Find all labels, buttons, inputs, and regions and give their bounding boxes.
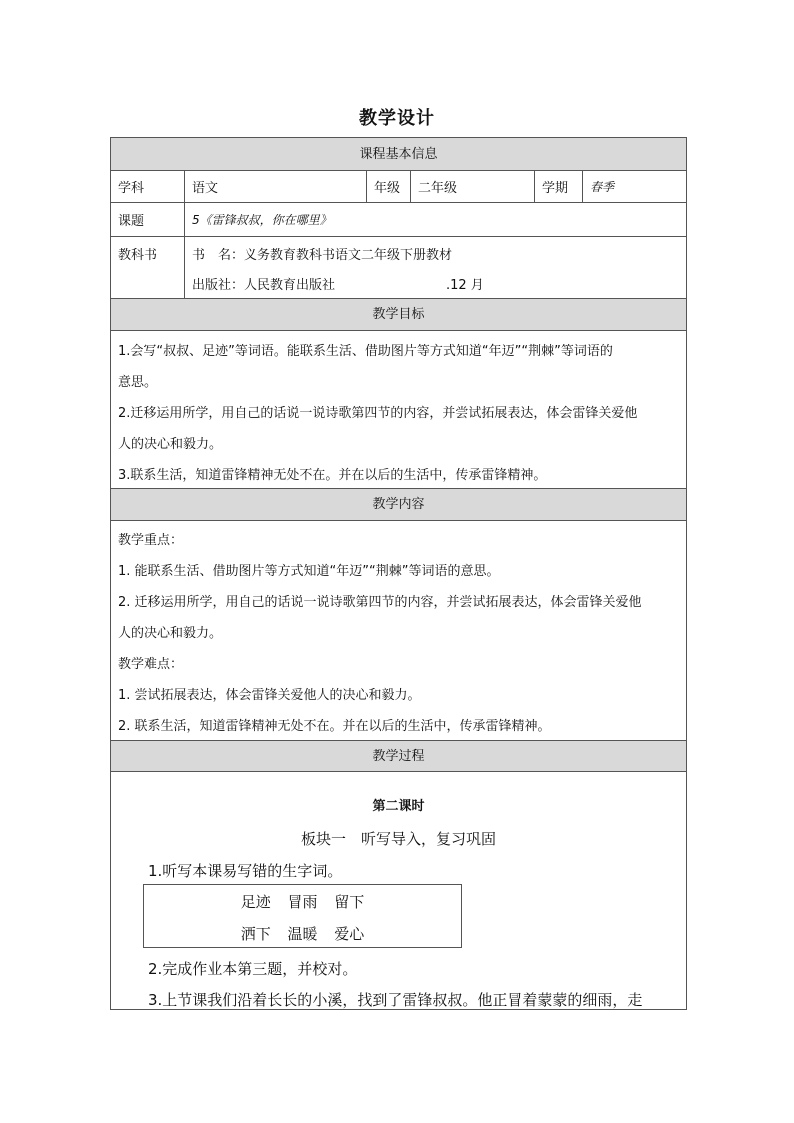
objectives-body: [111, 331, 686, 489]
vocab-row-2: 洒下 温暖 爱心: [240, 925, 365, 943]
term-value: 春季: [590, 180, 615, 194]
process-item-1: 1.听写本课易写错的生字词。: [148, 862, 343, 880]
content-line: 教学重点：: [118, 533, 184, 548]
grade-label: 年级: [367, 171, 411, 202]
document-title: 教学设计: [359, 108, 435, 129]
basic-info-header: 课程基本信息: [111, 138, 686, 171]
textbook-date: .12 月: [446, 278, 484, 293]
objective-line: 人的决心和毅力。: [118, 437, 223, 452]
process-header: 教学过程: [111, 741, 686, 772]
vocab-row-1: 足迹 冒雨 留下: [240, 893, 365, 911]
objective-line: 2.迁移运用所学，用自己的话说一说诗歌第四节的内容，并尝试拓展表达，体会雷锋关爱他: [118, 406, 638, 421]
subject-value: 语文: [185, 171, 367, 202]
content-header: 教学内容: [111, 489, 686, 521]
lesson-label: 课题: [111, 203, 185, 236]
subject-label: 学科: [111, 171, 185, 202]
lesson-row: [111, 203, 686, 237]
process-item-2: 2.完成作业本第三题，并校对。: [148, 960, 358, 978]
content-body: [111, 521, 686, 741]
textbook-row: [111, 237, 686, 299]
term-label: 学期: [535, 171, 583, 202]
lesson-value: 5《雷锋叔叔，你在哪里》: [192, 213, 332, 227]
vocab-box: [143, 884, 462, 948]
content-line: 1. 尝试拓展表达，体会雷锋关爱他人的决心和毅力。: [118, 688, 421, 703]
subject-row: [111, 171, 686, 203]
module-title: 板块一 听写导入，复习巩固: [300, 830, 496, 848]
content-line: 2. 联系生活，知道雷锋精神无处不在。并在以后的生活中，传承雷锋精神。: [118, 719, 551, 734]
objective-line: 1.会写“叔叔、足迹”等词语。能联系生活、借助图片等方式知道“年迈”“荆棘”等词语的: [118, 344, 613, 359]
objective-line: 3.联系生活，知道雷锋精神无处不在。并在以后的生活中，传承雷锋精神。: [118, 468, 547, 483]
textbook-label: 教科书: [111, 237, 185, 298]
content-line: 2. 迁移运用所学，用自己的话说一说诗歌第四节的内容，并尝试拓展表达，体会雷锋关爱他: [118, 595, 642, 610]
grade-value: 二年级: [411, 171, 535, 202]
content-line: 人的决心和毅力。: [118, 626, 223, 641]
process-item-3: 3.上节课我们沿着长长的小溪，找到了雷锋叔叔。他正冒着蒙蒙的细雨，走: [148, 991, 643, 1009]
textbook-info: [185, 237, 686, 298]
content-line: 1. 能联系生活、借助图片等方式知道“年迈”“荆棘”等词语的意思。: [118, 564, 500, 579]
textbook-publisher: 出版社：人民教育出版社: [192, 278, 336, 293]
objective-line: 意思。: [118, 375, 158, 390]
objectives-header: 教学目标: [111, 299, 686, 331]
session-title: 第二课时: [372, 799, 425, 814]
content-line: 教学难点：: [118, 657, 184, 672]
lesson-plan-table: [110, 137, 687, 1010]
textbook-name: 书 名：义务教育教科书语文二年级下册教材: [192, 248, 453, 263]
